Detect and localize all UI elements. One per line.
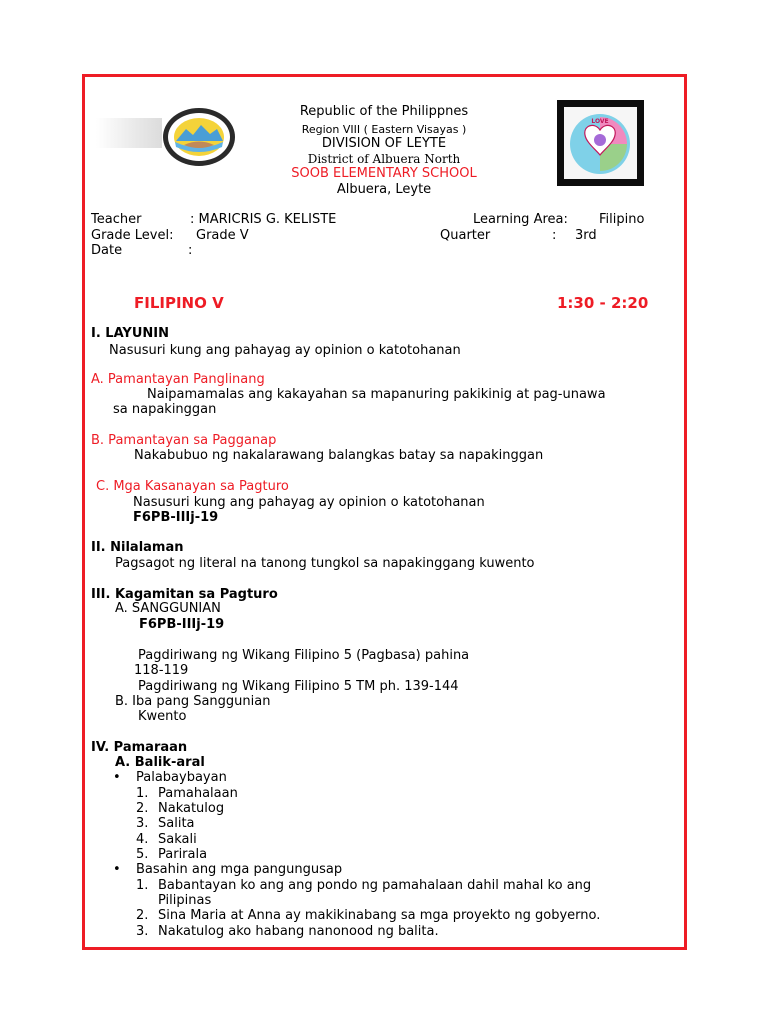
list-item-number: 4. [136,832,149,847]
kasanayan-text: Nasusuri kung ang pahayag ay opinion o katotohanan [133,495,485,510]
header-division: DIVISION OF LEYTE [321,136,447,151]
layunin-text: Nasusuri kung ang pahayag ay opinion o katotohanan [109,343,461,358]
list-item: Sina Maria at Anna ay makikinabang sa mga proyekto ng gobyerno. [158,908,601,923]
blurred-area [96,118,162,148]
pamantayan-panglinang-heading: A. Pamantayan Panglinang [91,372,265,387]
subject-title: FILIPINO V [134,294,224,312]
list-item: Babantayan ko ang ang pondo ng pamahalaan dahil mahal ko ang [158,878,592,893]
grade-level-label: Grade Level: [91,228,174,243]
quarter-value: 3rd [575,228,597,243]
pamantayan-panglinang-text-2: sa napakinggan [113,402,217,417]
quarter-label: Quarter [440,228,491,243]
list-item-number: 2. [136,801,149,816]
teacher-value: : MARICRIS G. KELISTE [190,212,337,227]
balik-aral-heading: A. Balik-aral [115,755,205,770]
reference-1-pages: 118-119 [134,663,189,678]
pamantayan-panglinang-text: Naipamamalas ang kakayahan sa mapanuring pakikinig at pag-unawa [147,387,606,402]
pamantayan-pagganap-heading: B. Pamantayan sa Pagganap [91,433,277,448]
bullet-icon: • [113,862,121,877]
pamantayan-pagganap-text: Nakabubuo ng nakalarawang balangkas batay sa napakinggan [134,448,544,463]
grade-level-value: Grade V [196,228,249,243]
list-item: Nakatulog ako habang nanonood ng balita. [158,924,439,939]
date-colon: : [188,243,193,258]
section-pamaraan-heading: IV. Pamaraan [91,740,188,755]
section-nilalaman-heading: II. Nilalaman [91,540,184,555]
header-school-name: SOOB ELEMENTARY SCHOOL [291,166,477,181]
reference-2: Pagdiriwang ng Wikang Filipino 5 TM ph. 139-144 [138,679,459,694]
bullet-icon: • [113,770,121,785]
section-kagamitan-heading: III. Kagamitan sa Pagturo [91,587,278,602]
list-item-number: 3. [136,924,149,939]
palabaybayan-label: Palabaybayan [136,770,227,785]
header-location: Albuera, Leyte [336,182,432,197]
list-item: Sakali [158,832,197,847]
list-item-number: 5. [136,847,149,862]
learning-area-label: Learning Area: [473,212,568,227]
list-item: Salita [158,816,195,831]
list-item-number: 2. [136,908,149,923]
teacher-label: Teacher [91,212,142,227]
list-item: Nakatulog [158,801,225,816]
date-label: Date [91,243,123,258]
list-item-number: 3. [136,816,149,831]
reference-1: Pagdiriwang ng Wikang Filipino 5 (Pagbasa) pahina [138,648,470,663]
header-region: Region VIII ( Eastern Visayas ) [301,123,467,136]
list-item: Pamahalaan [158,786,238,801]
quarter-colon: : [552,228,557,243]
learning-area-value: Filipino [599,212,645,227]
iba-pang-sanggunian-text: Kwento [138,709,187,724]
section-layunin-heading: I. LAYUNIN [91,326,169,341]
school-seal-icon [162,107,236,167]
header-district: District of Albuera North [307,152,461,166]
list-item: Parirala [158,847,208,862]
sanggunian-heading: A. SANGGUNIAN [115,601,221,616]
list-item-number: 1. [136,878,149,893]
nilalaman-text: Pagsagot ng literal na tanong tungkol sa napakinggang kuwento [115,556,535,571]
svg-text:LOVE: LOVE [591,118,609,125]
header-republic: Republic of the Philippnes [299,104,469,119]
list-item: Pilipinas [158,893,212,908]
sanggunian-code: F6PB-IIIj-19 [139,617,225,632]
basahin-label: Basahin ang mga pangungusap [136,862,343,877]
list-item-number: 1. [136,786,149,801]
iba-pang-sanggunian-heading: B. Iba pang Sanggunian [115,694,271,709]
time-slot: 1:30 - 2:20 [557,294,649,312]
kasanayan-heading: C. Mga Kasanayan sa Pagturo [96,479,289,494]
kasanayan-code: F6PB-IIIj-19 [133,510,219,525]
love-heart-logo-icon [557,100,644,186]
